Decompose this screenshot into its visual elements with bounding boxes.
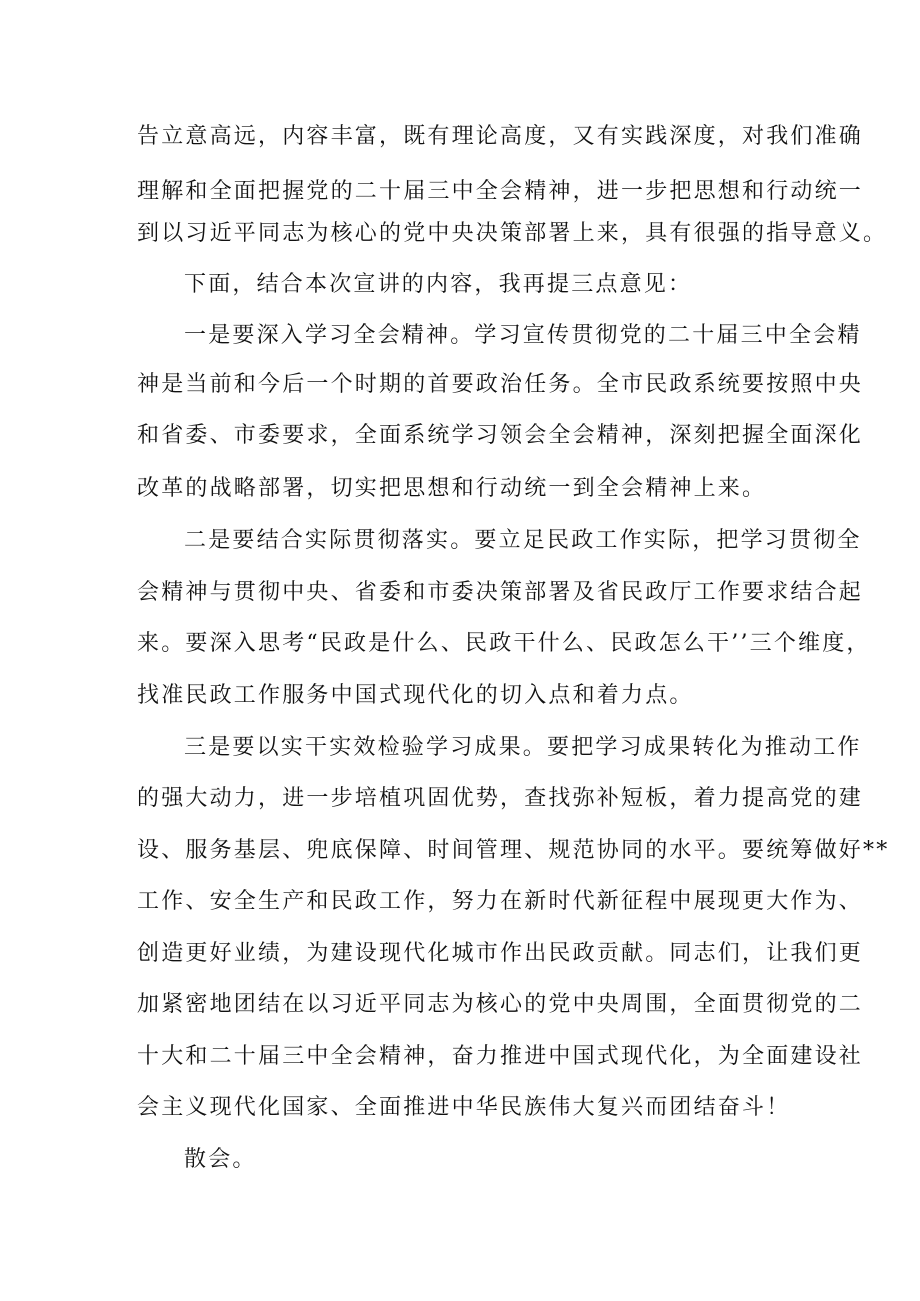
text-line: 神是当前和今后一个时期的首要政治任务。全市民政系统要按照中央 xyxy=(137,372,864,397)
text-line: 告立意高远，内容丰富，既有理论高度，又有实践深度，对我们准确 xyxy=(137,124,864,149)
text-line: 找准民政工作服务中国式现代化的切入点和着力点。 xyxy=(137,683,694,708)
text-line: 加紧密地团结在以习近平同志为核心的党中央周围，全面贯彻党的二 xyxy=(137,992,864,1017)
closing-line: 散会。 xyxy=(184,1147,257,1172)
text-line: 工作、安全生产和民政工作，努力在新时代新征程中展现更大作为、 xyxy=(137,889,864,914)
text-line: 三是要以实干实效检验学习成果。要把学习成果转化为推动工作 xyxy=(184,735,862,760)
text-line: 理解和全面把握党的二十届三中全会精神，进一步把思想和行动统一 xyxy=(137,179,864,204)
text-line: 设、服务基层、兜底保障、时间管理、规范协同的水平。要统筹做好** xyxy=(137,838,890,863)
text-line: 会精神与贯彻中央、省委和市委决策部署及省民政厅工作要求结合起 xyxy=(137,580,864,605)
text-line: 二是要结合实际贯彻落实。要立足民政工作实际，把学习贯彻全 xyxy=(184,528,862,553)
text-line: 和省委、市委要求，全面系统学习领会全会精神，深刻把握全面深化 xyxy=(137,423,864,448)
text-line: 改革的战略部署，切实把思想和行动统一到全会精神上来。 xyxy=(137,476,767,501)
text-line: 一是要深入学习全会精神。学习宣传贯彻党的二十届三中全会精 xyxy=(184,323,862,348)
text-line: 十大和二十届三中全会精神，奋力推进中国式现代化，为全面建设社 xyxy=(137,1044,864,1069)
text-line: 下面，结合本次宣讲的内容，我再提三点意见： xyxy=(184,272,693,297)
text-line: 来。要深入思考“民政是什么、民政干什么、民政怎么干’’三个维度， xyxy=(137,631,871,656)
text-line: 创造更好业绩，为建设现代化城市作出民政贡献。同志们，让我们更 xyxy=(137,941,864,966)
text-line: 的强大动力，进一步培植巩固优势，查找弥补短板，着力提高党的建 xyxy=(137,786,864,811)
text-line: 会主义现代化国家、全面推进中华民族伟大复兴而团结奋斗！ xyxy=(137,1095,791,1120)
text-line: 到以习近平同志为核心的党中央决策部署上来，具有很强的指导意义。 xyxy=(137,221,888,246)
